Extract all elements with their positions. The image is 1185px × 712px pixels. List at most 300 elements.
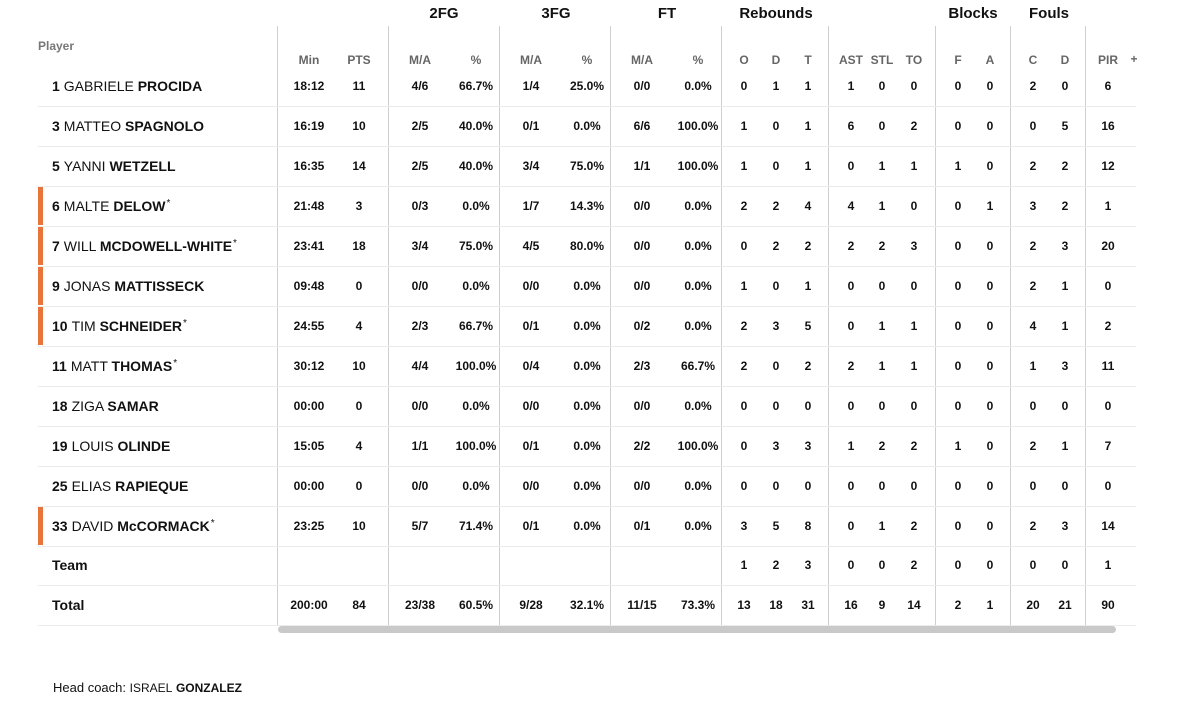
stat-cell: 2 — [1029, 519, 1037, 533]
stat-cell: 0 — [954, 319, 962, 333]
player-last-name: WETZELL — [109, 158, 176, 174]
column-header: M/A — [631, 53, 653, 67]
stat-cell: 66.7% — [458, 319, 494, 333]
stat-cell: 24:55 — [293, 319, 325, 333]
stat-cell: 100.0% — [455, 439, 497, 453]
player-number: 11 — [52, 358, 67, 374]
stat-cell: 16 — [844, 598, 858, 612]
stat-cell: 1 — [740, 558, 748, 572]
stat-cell: 0 — [986, 319, 994, 333]
stat-cell: 4 — [355, 439, 363, 453]
stat-cell: 0.0% — [684, 79, 712, 93]
starter-indicator — [38, 227, 43, 265]
player-name[interactable] — [52, 198, 170, 214]
stat-cell: 2 — [910, 519, 918, 533]
stat-cell: 0 — [847, 279, 855, 293]
column-header: M/A — [409, 53, 431, 67]
stat-cell: 0 — [954, 119, 962, 133]
stat-cell: 0 — [986, 279, 994, 293]
stat-cell: 0 — [847, 319, 855, 333]
stat-cell: 0 — [986, 519, 994, 533]
total-label — [52, 597, 84, 613]
stat-cell: 1 — [847, 439, 855, 453]
stat-cell: 18 — [352, 239, 366, 253]
stat-cell: 2 — [847, 239, 855, 253]
stat-cell: 2/5 — [411, 159, 429, 173]
stat-cell: 4/5 — [522, 239, 540, 253]
stat-cell: 2 — [740, 319, 748, 333]
stat-cell: 60.5% — [458, 598, 494, 612]
stat-cell: 1 — [910, 159, 918, 173]
stat-cell: 0 — [986, 439, 994, 453]
stat-cell: 0.0% — [573, 519, 601, 533]
stat-cell: 40.0% — [458, 119, 494, 133]
stat-cell: 1 — [1029, 359, 1037, 373]
stat-cell: 0 — [954, 279, 962, 293]
stat-cell: 1 — [1061, 319, 1069, 333]
stat-cell: 5 — [1061, 119, 1069, 133]
player-number: 1 — [52, 78, 60, 94]
stat-cell: 14 — [1101, 519, 1115, 533]
stat-cell: 0 — [740, 439, 748, 453]
stat-cell: 5/7 — [411, 519, 429, 533]
stat-cell: 0 — [910, 479, 918, 493]
stat-cell: 0/0 — [633, 239, 651, 253]
player-name[interactable] — [52, 478, 189, 494]
stat-cell: 0 — [847, 558, 855, 572]
stat-cell: 2 — [1029, 279, 1037, 293]
stat-cell: 3 — [1061, 519, 1069, 533]
stat-cell: 0/0 — [633, 479, 651, 493]
stat-cell: 0/1 — [522, 439, 540, 453]
stat-cell: 1 — [954, 439, 962, 453]
stat-cell: 0.0% — [573, 279, 601, 293]
player-name[interactable] — [52, 158, 177, 174]
stat-cell: 23:41 — [293, 239, 325, 253]
group-header-3fg: 3FG — [541, 5, 571, 22]
stat-cell: 0 — [1029, 399, 1037, 413]
player-first-name: GABRIELE — [63, 78, 134, 94]
column-header: TO — [905, 53, 923, 67]
stat-cell: 3/4 — [522, 159, 540, 173]
team-label — [52, 557, 88, 573]
stat-cell: 2 — [847, 359, 855, 373]
table-row — [0, 146, 1185, 186]
stat-cell: 0 — [804, 399, 812, 413]
stat-cell: 1 — [1061, 279, 1069, 293]
stat-cell: 0.0% — [684, 519, 712, 533]
table-row — [0, 466, 1185, 506]
player-last-name: SAMAR — [107, 398, 159, 414]
stat-cell: 1 — [740, 159, 748, 173]
stat-cell: 1 — [878, 319, 886, 333]
stat-cell: 11/15 — [627, 598, 657, 612]
stat-cell: 3 — [740, 519, 748, 533]
table-row — [0, 226, 1185, 266]
stat-cell: 0 — [986, 159, 994, 173]
stat-cell: 0 — [772, 399, 780, 413]
stat-cell: 4/6 — [411, 79, 429, 93]
stat-cell: 0.0% — [684, 479, 712, 493]
player-name[interactable] — [52, 358, 177, 374]
stat-cell: 2 — [740, 359, 748, 373]
stat-cell: 0 — [740, 239, 748, 253]
player-first-name: DAVID — [71, 518, 114, 534]
stat-cell: 0.0% — [462, 199, 490, 213]
column-header: % — [581, 53, 593, 67]
column-header: PIR — [1097, 53, 1119, 67]
player-last-name: MATTISSECK — [114, 278, 205, 294]
stat-cell: 10 — [352, 519, 366, 533]
column-header: T — [804, 53, 812, 67]
stat-cell: 2 — [954, 598, 962, 612]
stat-cell: 0 — [772, 159, 780, 173]
stat-cell: 0 — [954, 79, 962, 93]
stat-cell: 1/4 — [522, 79, 540, 93]
stat-cell: 32.1% — [569, 598, 605, 612]
stat-cell: 0 — [355, 479, 363, 493]
stat-cell: 2 — [878, 239, 886, 253]
horizontal-scrollbar[interactable] — [278, 626, 1116, 633]
stat-cell: 0/0 — [633, 399, 651, 413]
stat-cell: 0.0% — [573, 319, 601, 333]
stat-cell: 66.7% — [680, 359, 716, 373]
stat-cell: 1 — [878, 359, 886, 373]
stat-cell: 0 — [772, 119, 780, 133]
player-last-name: DELOW — [113, 198, 166, 214]
stat-cell: 4/4 — [411, 359, 429, 373]
player-last-name: THOMAS — [111, 358, 173, 374]
player-number: 19 — [52, 438, 68, 454]
stat-cell: 0 — [986, 399, 994, 413]
player-first-name: WILL — [63, 238, 96, 254]
stat-cell: 5 — [772, 519, 780, 533]
stat-cell: 0 — [1104, 479, 1112, 493]
stat-cell: 80.0% — [569, 239, 605, 253]
stat-cell: 3 — [1029, 199, 1037, 213]
stat-cell: 71.4% — [458, 519, 494, 533]
stat-cell: 0 — [986, 239, 994, 253]
stat-cell: 10 — [352, 119, 366, 133]
stat-cell: 18:12 — [293, 79, 325, 93]
stat-cell: 3/4 — [411, 239, 429, 253]
stat-cell: 84 — [352, 598, 366, 612]
stat-cell: 2 — [1061, 159, 1069, 173]
stat-cell: 0/1 — [522, 119, 540, 133]
stat-cell: 0 — [878, 79, 886, 93]
player-name[interactable] — [52, 238, 237, 254]
stat-cell: 40.0% — [458, 159, 494, 173]
stat-cell: 09:48 — [293, 279, 325, 293]
stat-cell: 0.0% — [684, 199, 712, 213]
stat-cell: 2 — [910, 558, 918, 572]
stat-cell: 0.0% — [573, 479, 601, 493]
stat-cell: 0 — [986, 479, 994, 493]
starter-indicator — [38, 507, 43, 545]
stat-cell: 0 — [1029, 119, 1037, 133]
stat-cell: 0 — [1029, 479, 1037, 493]
stat-cell: 20 — [1101, 239, 1115, 253]
stat-cell: 16:19 — [293, 119, 325, 133]
stat-cell: 0/1 — [522, 319, 540, 333]
head-coach-last-name: GONZALEZ — [175, 681, 242, 695]
stat-cell: 30:12 — [293, 359, 325, 373]
stat-cell: 0 — [954, 359, 962, 373]
player-first-name: ZIGA — [71, 398, 104, 414]
column-header: % — [692, 53, 704, 67]
stat-cell: 2 — [1029, 159, 1037, 173]
stat-cell: 1 — [910, 319, 918, 333]
stat-cell: 0.0% — [573, 119, 601, 133]
stat-cell: 0 — [910, 279, 918, 293]
stat-cell: 0 — [772, 279, 780, 293]
player-first-name: JONAS — [63, 278, 111, 294]
player-name[interactable] — [52, 278, 205, 294]
stat-cell: 0 — [804, 479, 812, 493]
stat-cell: 2 — [878, 439, 886, 453]
player-name[interactable] — [52, 318, 187, 334]
starter-indicator — [38, 267, 43, 305]
stat-cell: 1/1 — [411, 439, 429, 453]
stat-cell: 14.3% — [569, 199, 605, 213]
stat-cell: 1 — [878, 159, 886, 173]
stat-cell: 0 — [954, 558, 962, 572]
stat-cell: 66.7% — [458, 79, 494, 93]
player-number: 9 — [52, 278, 60, 294]
stat-cell: 73.3% — [680, 598, 716, 612]
stat-cell: 1 — [910, 359, 918, 373]
stat-cell: 0.0% — [573, 359, 601, 373]
total-label-text: Total — [52, 597, 85, 613]
stat-cell: 0.0% — [684, 239, 712, 253]
stat-cell: 0 — [355, 399, 363, 413]
stat-cell: 11 — [352, 79, 366, 93]
stat-cell: 16 — [1101, 119, 1115, 133]
player-number: 10 — [52, 318, 68, 334]
column-header: C — [1028, 53, 1038, 67]
stat-cell: 1 — [804, 159, 812, 173]
stat-cell: 2/3 — [411, 319, 429, 333]
player-last-name: OLINDE — [117, 438, 171, 454]
stat-cell: 00:00 — [293, 479, 325, 493]
stat-cell: 0.0% — [462, 399, 490, 413]
player-last-name: RAPIEQUE — [115, 478, 189, 494]
table-row — [0, 426, 1185, 466]
column-header: AST — [839, 53, 863, 67]
player-number: 25 — [52, 478, 68, 494]
stat-cell: 5 — [804, 319, 812, 333]
stat-cell: 3 — [772, 319, 780, 333]
player-name[interactable] — [52, 438, 171, 454]
stat-cell: 0 — [910, 79, 918, 93]
table-row — [0, 306, 1185, 346]
stat-cell: 2 — [1061, 199, 1069, 213]
stat-cell: 0 — [1029, 558, 1037, 572]
stat-cell: 0.0% — [462, 279, 490, 293]
stat-cell: 3 — [804, 439, 812, 453]
stat-cell: 13 — [737, 598, 751, 612]
column-header: A — [985, 53, 995, 67]
stat-cell: 14 — [352, 159, 366, 173]
player-first-name: ELIAS — [71, 478, 112, 494]
head-coach — [53, 680, 242, 695]
stat-cell: 0.0% — [684, 399, 712, 413]
column-header: M/A — [520, 53, 542, 67]
player-number: 5 — [52, 158, 60, 174]
stat-cell: 0 — [355, 279, 363, 293]
stat-cell: 4 — [804, 199, 812, 213]
stat-cell: 2 — [772, 239, 780, 253]
stat-cell: 00:00 — [293, 399, 325, 413]
stat-cell: 200:00 — [290, 598, 328, 612]
group-header-rebounds: Rebounds — [739, 5, 813, 22]
team-row — [0, 545, 1185, 585]
stat-cell: 23:25 — [293, 519, 325, 533]
stat-cell: 20 — [1026, 598, 1040, 612]
table-row — [0, 106, 1185, 146]
stat-cell: 3 — [1061, 239, 1069, 253]
stat-cell: 1 — [878, 519, 886, 533]
stat-cell: 0/0 — [411, 399, 429, 413]
stat-cell: 6 — [847, 119, 855, 133]
stat-cell: 2 — [804, 239, 812, 253]
stat-cell: 0/0 — [633, 279, 651, 293]
stat-cell: 0 — [954, 479, 962, 493]
star-marker: * — [173, 358, 178, 369]
stat-cell: 9 — [878, 598, 886, 612]
head-coach-first-name: ISRAEL — [129, 681, 173, 695]
player-name[interactable] — [52, 518, 215, 534]
stat-cell: 0 — [772, 479, 780, 493]
stat-cell: 2 — [1029, 239, 1037, 253]
stat-cell: 0 — [847, 399, 855, 413]
stat-cell: 2 — [910, 439, 918, 453]
stat-cell: 10 — [352, 359, 366, 373]
stat-cell: 6/6 — [633, 119, 651, 133]
stat-cell: 3 — [1061, 359, 1069, 373]
stat-cell: 0/0 — [522, 479, 540, 493]
player-last-name: McCORMACK — [117, 518, 210, 534]
player-name[interactable] — [52, 118, 205, 134]
stat-cell: 15:05 — [293, 439, 325, 453]
player-number: 3 — [52, 118, 60, 134]
stat-cell: 100.0% — [677, 159, 719, 173]
stat-cell: 0/0 — [411, 479, 429, 493]
stat-cell: 100.0% — [677, 119, 719, 133]
stat-cell: 0/0 — [522, 279, 540, 293]
stat-cell: 1 — [804, 279, 812, 293]
star-marker: * — [233, 238, 237, 249]
stat-cell: 0 — [847, 159, 855, 173]
stat-cell: 0 — [878, 558, 886, 572]
stat-cell: 2 — [1104, 319, 1112, 333]
stat-cell: 0.0% — [462, 479, 490, 493]
table-row — [0, 386, 1185, 426]
star-marker: * — [183, 318, 187, 329]
stat-cell: 75.0% — [458, 239, 494, 253]
column-header: O — [739, 53, 749, 67]
table-row — [0, 66, 1185, 106]
total-row — [0, 585, 1185, 625]
stat-cell: 1 — [847, 79, 855, 93]
stat-cell: 21 — [1058, 598, 1072, 612]
stat-cell: 0 — [740, 479, 748, 493]
stat-cell: 1/1 — [633, 159, 651, 173]
stat-cell: 0 — [954, 199, 962, 213]
group-header-2fg: 2FG — [429, 5, 459, 22]
stat-cell: 0 — [954, 399, 962, 413]
stat-cell: 1 — [1061, 439, 1069, 453]
stat-cell: 6 — [1104, 79, 1112, 93]
stat-cell: 1 — [986, 598, 994, 612]
stat-cell: 9/28 — [519, 598, 543, 612]
stat-cell: 0 — [986, 79, 994, 93]
group-header-ft: FT — [657, 5, 677, 22]
player-column-header: Player — [38, 39, 75, 53]
stat-cell: 4 — [355, 319, 363, 333]
stat-cell: 3 — [804, 558, 812, 572]
group-header-fouls: Fouls — [1029, 5, 1069, 22]
starter-indicator — [38, 307, 43, 345]
stat-cell: 3 — [772, 439, 780, 453]
stat-cell: 12 — [1101, 159, 1115, 173]
stat-cell: 0 — [878, 279, 886, 293]
stat-cell: 0 — [847, 519, 855, 533]
column-header: % — [470, 53, 482, 67]
stat-cell: 1 — [1104, 199, 1112, 213]
stat-cell: 0.0% — [684, 319, 712, 333]
player-first-name: TIM — [71, 318, 96, 334]
stat-cell: 0/2 — [633, 319, 651, 333]
stat-cell: 75.0% — [569, 159, 605, 173]
expand-columns-button[interactable]: + — [1130, 52, 1138, 66]
stat-cell: 2/3 — [633, 359, 651, 373]
stat-cell: 0 — [1104, 399, 1112, 413]
player-name[interactable] — [52, 398, 160, 414]
stat-cell: 0 — [772, 359, 780, 373]
player-first-name: YANNI — [63, 158, 106, 174]
star-marker: * — [166, 198, 171, 209]
star-marker: * — [210, 518, 215, 529]
stat-cell: 0 — [878, 119, 886, 133]
stat-cell: 21:48 — [293, 199, 325, 213]
stat-cell: 0/4 — [522, 359, 540, 373]
table-row — [0, 506, 1185, 546]
stat-cell: 1 — [772, 79, 780, 93]
column-header: PTS — [347, 53, 371, 67]
player-name[interactable] — [52, 78, 203, 94]
stat-cell: 0 — [878, 399, 886, 413]
stat-cell: 7 — [1104, 439, 1112, 453]
stat-cell: 2/2 — [633, 439, 651, 453]
stat-cell: 1 — [954, 159, 962, 173]
stat-cell: 0 — [1061, 79, 1069, 93]
stat-cell: 1 — [1104, 558, 1112, 572]
stat-cell: 31 — [801, 598, 815, 612]
stat-cell: 0 — [910, 199, 918, 213]
player-first-name: MATTEO — [63, 118, 122, 134]
starter-indicator — [38, 187, 43, 225]
stat-cell: 0 — [954, 239, 962, 253]
stat-cell: 1 — [804, 79, 812, 93]
column-header: F — [954, 53, 962, 67]
stat-cell: 0 — [847, 479, 855, 493]
stat-cell: 0/1 — [522, 519, 540, 533]
stat-cell: 1 — [878, 199, 886, 213]
stat-cell: 8 — [804, 519, 812, 533]
stat-cell: 2 — [1029, 79, 1037, 93]
group-header-blocks: Blocks — [948, 5, 998, 22]
